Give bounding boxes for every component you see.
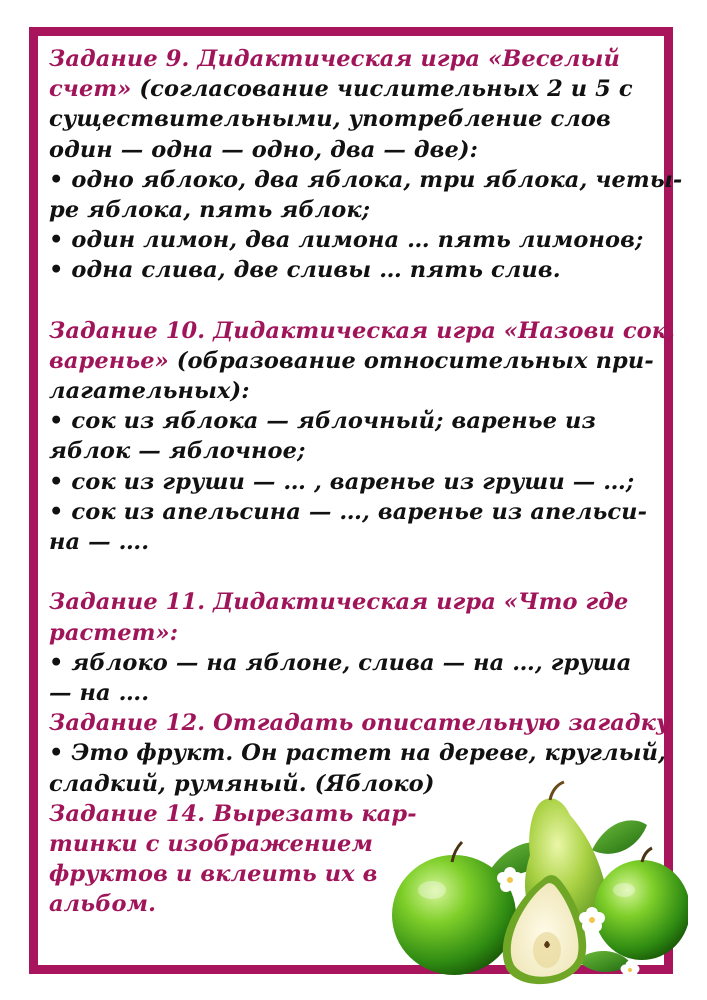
text-line: сладкий, румяный. (Яблоко) (49, 770, 435, 797)
text-line: Задание 12. Отгадать описательную загадку (49, 710, 670, 737)
text-line: Задание 14. Вырезать кар- (49, 800, 417, 827)
spacer (49, 286, 689, 316)
text-line: альбом. (49, 891, 157, 918)
text-line: на — …. (49, 529, 150, 555)
task-10 (49, 316, 689, 558)
apple-highlight (613, 883, 635, 897)
text-line: тинки с изображением (49, 830, 373, 857)
text-line: растет»: (49, 619, 179, 646)
text-line: • один лимон, два лимона … пять лимонов; (49, 227, 644, 254)
text-line: • одно яблоко, два яблока, три яблока, четы- (49, 166, 683, 193)
text-line: Задание 10. Дидактическая игра «Назови сок, (49, 317, 676, 344)
text-line: • сок из апельсина — …, варенье из апельси- (49, 498, 648, 525)
text-line: варенье» (образование относительных при- (49, 347, 654, 374)
text-line: лагательных): (49, 378, 250, 405)
text-line: один — одна — одно, два — две): (49, 136, 479, 163)
text-line: — на …. (49, 679, 150, 706)
text-line: счет» (согласование числительных 2 и 5 с (49, 76, 633, 103)
text-line: существительными, употребление слов (49, 106, 611, 133)
text-line: • Это фрукт. Он растет на дереве, круглый, (49, 740, 666, 767)
text-line: яблок — яблочное; (49, 438, 306, 465)
apple (392, 855, 516, 975)
text-line: ре яблока, пять яблок; (49, 196, 371, 223)
text-line: • сок из груши — … , варенье из груши — …; (49, 468, 635, 495)
leaf (592, 820, 647, 854)
apple-stem (642, 848, 652, 862)
task-9 (49, 44, 689, 286)
text-line: Задание 9. Дидактическая игра «Веселый (49, 46, 620, 72)
text-line: • яблоко — на яблоне, слива — на …, груша (49, 649, 632, 676)
text-line: фруктов и вклеить их в (49, 861, 378, 888)
text-line: • сок из яблока — яблочный; варенье из (49, 408, 596, 435)
text-line: Задание 11. Дидактическая игра «Что где (49, 589, 629, 616)
pear-stem (550, 782, 564, 800)
spacer (49, 557, 689, 587)
pear-core (533, 932, 561, 968)
text-line: • одна слива, две сливы … пять слив. (49, 257, 561, 284)
apple (594, 860, 688, 960)
fruit-illustration (392, 780, 688, 990)
apple-highlight (418, 881, 446, 899)
